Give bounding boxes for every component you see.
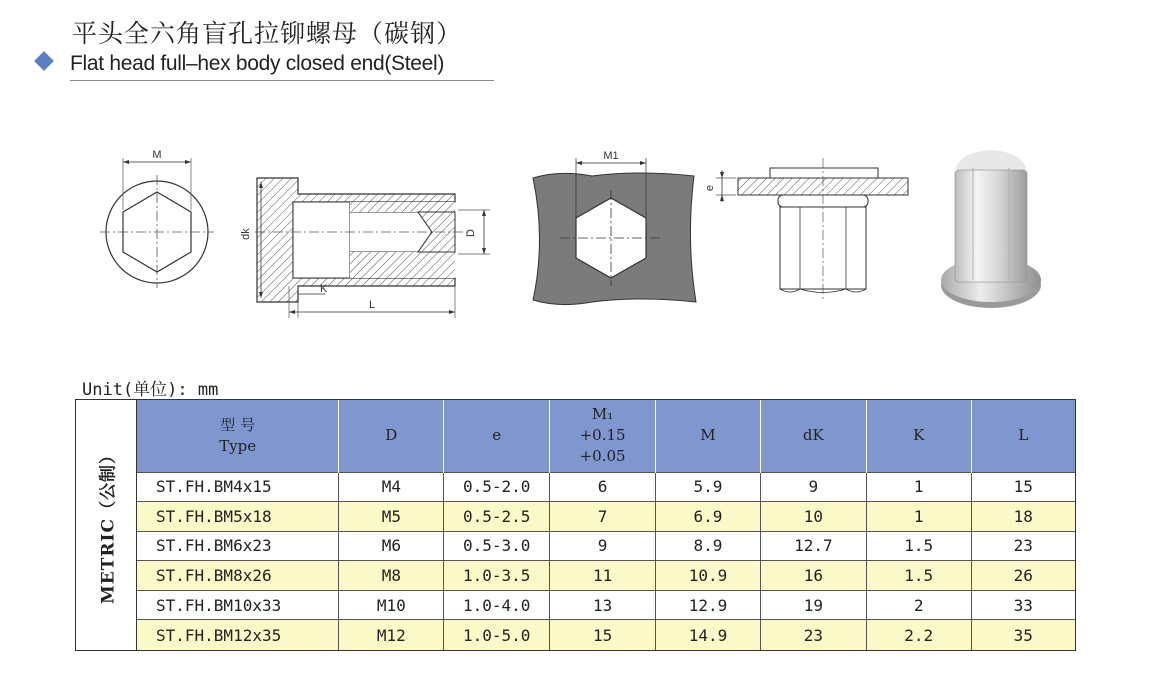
header-m1 — [550, 400, 656, 472]
header-d: D — [339, 400, 444, 472]
cell-m: 10.9 — [656, 561, 761, 591]
cell-l: 35 — [971, 620, 1075, 650]
metric-label: METRIC（公制） — [98, 445, 119, 605]
cell-k: 1 — [866, 502, 971, 532]
cell-e: 1.0-3.5 — [444, 561, 550, 591]
cell-type: ST.FH.BM10x33 — [137, 590, 339, 620]
cell-type: ST.FH.BM6x23 — [137, 531, 339, 561]
cell-type: ST.FH.BM8x26 — [137, 561, 339, 591]
page-title-cn: 平头全六角盲孔拉铆螺母（碳钢） — [72, 19, 463, 48]
cell-dk: 9 — [760, 472, 866, 502]
table-row — [137, 531, 1075, 561]
cell-d: M4 — [339, 472, 444, 502]
cell-dk: 10 — [760, 502, 866, 532]
cell-type: ST.FH.BM12x35 — [137, 620, 339, 650]
section-view-drawing — [240, 178, 490, 318]
cell-l: 23 — [971, 531, 1075, 561]
cell-e: 1.0-4.0 — [444, 590, 550, 620]
cell-type: ST.FH.BM4x15 — [137, 472, 339, 502]
table-row — [137, 590, 1075, 620]
cell-k: 2 — [866, 590, 971, 620]
cell-e: 1.0-5.0 — [444, 620, 550, 650]
technical-drawings — [0, 130, 1158, 330]
cell-l: 26 — [971, 561, 1075, 591]
header-m: M — [656, 400, 761, 472]
cell-l: 33 — [971, 590, 1075, 620]
cell-m: 5.9 — [656, 472, 761, 502]
cell-k: 1.5 — [866, 531, 971, 561]
table-row — [137, 620, 1075, 650]
header-m1-lower: +0.05 — [579, 447, 626, 466]
cell-dk: 12.7 — [760, 531, 866, 561]
cell-l: 18 — [971, 502, 1075, 532]
label-m: M — [152, 149, 162, 161]
spec-table — [137, 400, 1075, 650]
cell-e: 0.5-2.0 — [444, 472, 550, 502]
cell-m1: 13 — [550, 590, 656, 620]
header-dk: dK — [760, 400, 866, 472]
cell-d: M10 — [339, 590, 444, 620]
cell-m: 6.9 — [656, 502, 761, 532]
product-photo — [941, 150, 1041, 308]
header-m1-upper: +0.15 — [579, 426, 626, 445]
label-dk: dk — [240, 228, 252, 240]
page-title-en: Flat head full–hex body closed end(Steel) — [70, 52, 445, 75]
cell-m: 14.9 — [656, 620, 761, 650]
cell-m1: 9 — [550, 531, 656, 561]
label-l: L — [368, 299, 376, 311]
label-k: K — [320, 283, 328, 295]
cell-e: 0.5-3.0 — [444, 531, 550, 561]
spec-table-container — [75, 399, 1076, 651]
cell-d: M5 — [339, 502, 444, 532]
table-row — [137, 502, 1075, 532]
label-d: D — [465, 229, 477, 237]
cell-k: 1.5 — [866, 561, 971, 591]
title-underline — [70, 80, 494, 81]
cell-d: M6 — [339, 531, 444, 561]
cell-e: 0.5-2.5 — [444, 502, 550, 532]
cell-l: 15 — [971, 472, 1075, 502]
table-header-row — [137, 400, 1075, 472]
cell-m1: 11 — [550, 561, 656, 591]
cell-m: 8.9 — [656, 531, 761, 561]
installed-view-drawing — [704, 158, 908, 302]
header-type-en: Type — [219, 436, 257, 455]
header-k: K — [866, 400, 971, 472]
cell-dk: 16 — [760, 561, 866, 591]
cell-type: ST.FH.BM5x18 — [137, 502, 339, 532]
header-l: L — [971, 400, 1075, 472]
top-view-drawing — [100, 149, 214, 288]
table-row — [137, 472, 1075, 502]
metric-column — [76, 400, 137, 650]
diamond-bullet-icon — [34, 51, 54, 71]
unit-label: Unit(单位): mm — [82, 380, 219, 400]
cell-dk: 19 — [760, 590, 866, 620]
table-row — [137, 561, 1075, 591]
header-type — [137, 400, 339, 472]
header-m1-title: M₁ — [591, 405, 614, 424]
cell-k: 2.2 — [866, 620, 971, 650]
cell-dk: 23 — [760, 620, 866, 650]
cell-m: 12.9 — [656, 590, 761, 620]
panel-hole-drawing — [533, 150, 696, 305]
cell-m1: 6 — [550, 472, 656, 502]
cell-m1: 7 — [550, 502, 656, 532]
header-e: e — [444, 400, 550, 472]
label-e: e — [704, 184, 716, 192]
header-type-cn: 型 号 — [220, 415, 256, 434]
cell-m1: 15 — [550, 620, 656, 650]
cell-k: 1 — [866, 472, 971, 502]
cell-d: M8 — [339, 561, 444, 591]
label-m1: M1 — [603, 150, 619, 162]
cell-d: M12 — [339, 620, 444, 650]
